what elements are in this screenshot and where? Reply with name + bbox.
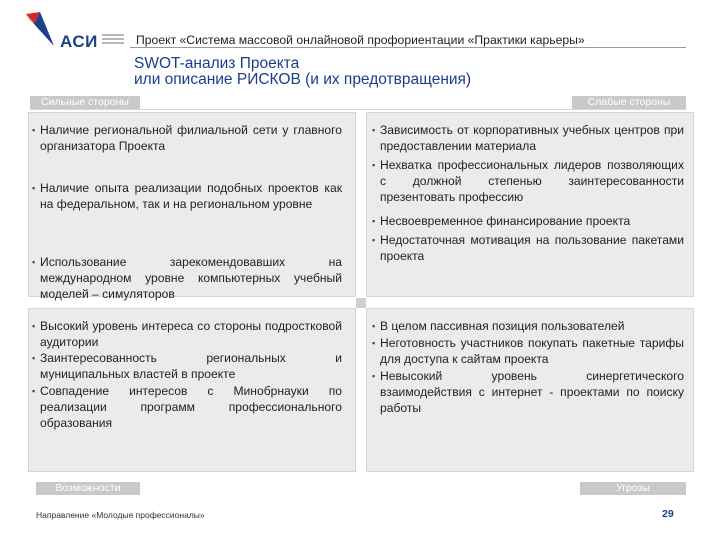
asi-logo [24, 6, 134, 56]
slide-title-line-1: SWOT-анализ Проекта [134, 55, 300, 72]
header-divider [130, 47, 686, 48]
weakness-item: ▪ Нехватка профессиональных лидеров позволяющих с должной степенью заинтересованности презентовать профессию [372, 158, 684, 204]
bullet-icon: ▪ [32, 353, 36, 363]
strengths-label: Сильные стороны [30, 96, 140, 109]
weakness-item: ▪ Зависимость от корпоративных учебных центров при предоставлении материала [372, 123, 684, 153]
weakness-item: ▪ Недостаточная мотивация на пользование пакетами проекта [372, 233, 684, 263]
slide-title [134, 56, 471, 88]
top-band-line [30, 109, 686, 110]
weakness-item: ▪ Несвоевременное финансирование проекта [372, 214, 631, 228]
bullet-icon: ▪ [372, 235, 376, 245]
project-header-title: Проект «Система массовой онлайновой профориентации «Практики карьеры» [136, 33, 585, 47]
page-number: 29 [662, 508, 674, 520]
weaknesses-label: Слабые стороны [572, 96, 686, 109]
strength-item: ▪ Наличие опыта реализации подобных проектов как на федеральном, так и на региональном уровне [32, 181, 342, 211]
strength-item: ▪ Наличие региональной филиальной сети у главного организатора Проекта [32, 123, 342, 153]
threat-item: ▪ В целом пассивная позиция пользователей [372, 319, 625, 333]
threat-item: ▪ Неготовность участников покупать пакетные тарифы для доступа к сайтам проекта [372, 336, 684, 366]
logo-text: АСИ [60, 32, 98, 51]
vertical-separator [356, 112, 366, 472]
threats-label: Угрозы [580, 482, 686, 495]
bullet-icon: ▪ [32, 386, 36, 396]
bullet-icon: ▪ [32, 183, 36, 193]
slide-title-line-2: или описание РИСКОВ (и их предотвращения) [134, 71, 472, 88]
bullet-icon: ▪ [32, 321, 36, 331]
opportunities-label: Возможности [36, 482, 140, 495]
threat-item: ▪ Невысокий уровень синергетического взаимодействия с интернет - проектами по поиску работы [372, 369, 684, 415]
bullet-icon: ▪ [372, 125, 376, 135]
bullet-icon: ▪ [32, 125, 36, 135]
bullet-icon: ▪ [372, 321, 376, 331]
bullet-icon: ▪ [32, 257, 36, 267]
opportunity-item: ▪ Высокий уровень интереса со стороны подростковой аудитории [32, 319, 342, 349]
strength-item: ▪ Использование зарекомендовавших на международном уровне компьютерных учебный моделей – симуляторов [32, 255, 342, 301]
footer-direction-text: Направление «Молодые профессионалы» [36, 510, 205, 520]
opportunity-item: ▪ Совпадение интересов с Минобрнауки по реализации программ профессионального образования [32, 384, 342, 430]
bullet-icon: ▪ [372, 371, 376, 381]
bullet-icon: ▪ [372, 160, 376, 170]
logo-subtext [102, 34, 124, 46]
center-marker [356, 298, 366, 308]
bullet-icon: ▪ [372, 338, 376, 348]
bullet-icon: ▪ [372, 216, 376, 226]
opportunity-item: ▪ Заинтересованность региональных и муниципальных властей в проекте [32, 351, 342, 381]
